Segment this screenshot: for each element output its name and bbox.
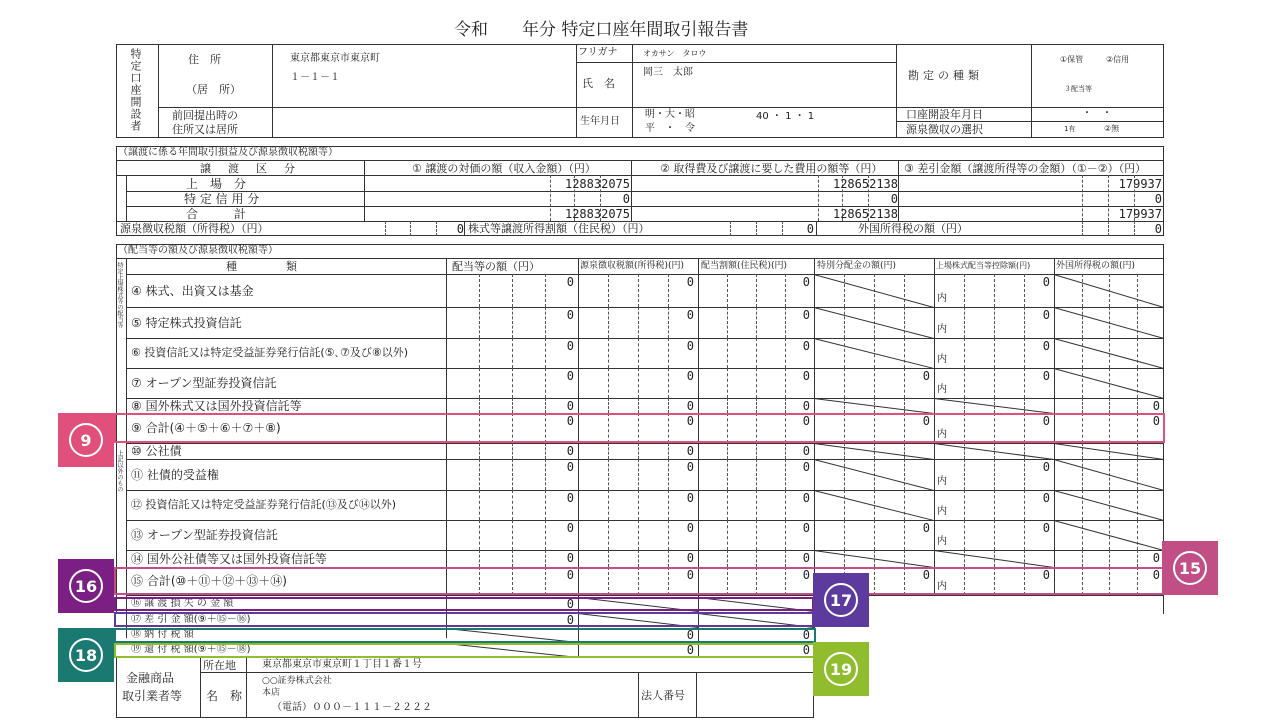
inner-marker: 内 [937, 354, 947, 365]
withholding-label: 源泉徴収の選択 [906, 123, 983, 136]
digit-separator [1082, 443, 1083, 459]
location-value: 東京都東京市東京町１丁目１番１号 [262, 659, 422, 670]
dividend-value: 0 [686, 399, 694, 413]
badge-9-label: 9 [69, 423, 103, 457]
dividend-value: 0 [566, 414, 574, 428]
badge-16-label: 16 [69, 569, 103, 603]
digit-separator [904, 398, 905, 413]
digit-separator [904, 274, 905, 307]
dividend-row-label: ⑦ オープン型証券投資信託 [131, 376, 277, 390]
dividend-row-label: ⑧ 国外株式又は国外投資信託等 [131, 399, 302, 413]
badge-15 [1162, 541, 1218, 595]
dividend-value: 0 [802, 551, 810, 565]
address-value-1: 東京都東京市東京町 [290, 53, 380, 64]
dividend-value: 0 [1152, 399, 1160, 413]
dividend-value: 0 [1042, 339, 1050, 353]
dividend-value: 0 [686, 308, 694, 322]
digit-separator [1024, 550, 1025, 567]
badge-19 [813, 642, 869, 696]
row-line [126, 307, 1164, 308]
highlight-row-15 [114, 567, 1165, 595]
dividend-value: 0 [1152, 414, 1160, 428]
dividend-value: 0 [566, 491, 574, 505]
dividend-value: 0 [802, 460, 810, 474]
digit-separator [904, 459, 905, 490]
transfer-col-3: ③ 差引金額（譲渡所得等の金額）（①－②）（円） [904, 162, 1147, 175]
dividend-value: 0 [922, 414, 930, 428]
header-block [116, 44, 1164, 138]
kanjo-option-1: ①保管 [1060, 55, 1084, 64]
corporate-number-label: 法人番号 [641, 689, 685, 702]
dividend-value: 0 [802, 308, 810, 322]
transfer-col-2: ② 取得費及び譲渡に要した費用の額等（円） [660, 162, 883, 175]
dividend-row-label: ④ 株式、出資又は基金 [131, 283, 254, 298]
inner-marker: 内 [937, 476, 947, 487]
digit-separator [1082, 520, 1083, 550]
furigana-value: オカサン タロウ [643, 49, 707, 58]
address-value-2: １－１－１ [290, 72, 340, 83]
dividend-value: 0 [686, 551, 694, 565]
dividend-value: 0 [566, 551, 574, 565]
dividend-value: 0 [686, 460, 694, 474]
digit-separator [964, 398, 965, 413]
dividend-side-label-2: 上記以外のもの [116, 450, 123, 492]
badge-18 [58, 628, 114, 682]
dividend-value: 0 [566, 369, 574, 383]
dividend-row-label: ⑭ 国外公社債等又は国外投資信託等 [131, 551, 327, 566]
inner-marker: 内 [937, 324, 947, 335]
prev-address-label-2: 住所又は居所 [172, 123, 238, 136]
digit-separator [904, 550, 905, 567]
dividend-row-label: ⑥ 投資信託又は特定受益証券発行信託(⑤､⑦及び⑧以外) [131, 346, 409, 359]
dividend-row-label: ⑮ 合計(⑩＋⑪＋⑫＋⑬＋⑭) [131, 574, 287, 588]
inner-marker: 内 [937, 506, 947, 517]
dividend-value: 0 [566, 444, 574, 458]
digit-separator [844, 443, 845, 459]
highlight-row-16 [114, 597, 814, 611]
row-line [126, 490, 1164, 491]
dividend-row-label: ⑫ 投資信託又は特定受益証券発行信託(⑬及び⑭以外) [131, 498, 397, 511]
dividend-value: 0 [686, 275, 694, 289]
badge-18-label: 18 [69, 638, 103, 672]
digit-separator [844, 490, 845, 520]
kanjo-option-2: ②信用 [1106, 55, 1130, 64]
birth-era-1: 明・大・昭 [645, 109, 695, 120]
open-date-label: 口座開設年月日 [906, 108, 983, 121]
dividend-value: 0 [566, 460, 574, 474]
transfer-row-label: 特 定 信 用 分 [184, 192, 260, 206]
summary-value: 0 [802, 628, 810, 642]
transfer-row-label: 上 場 分 [186, 177, 247, 191]
dividend-row-label: ⑪ 社債的受益権 [131, 467, 219, 482]
company-name-value-2: 本店 [262, 688, 281, 698]
transfer-row-v2: 128652138 [832, 177, 898, 191]
company-label-1: 金融商品 [126, 671, 175, 685]
highlight-row-18 [114, 628, 816, 643]
dividend-value: 0 [922, 369, 930, 383]
dividend-value: 0 [1042, 491, 1050, 505]
dividend-value: 0 [922, 521, 930, 535]
dividend-value: 0 [802, 399, 810, 413]
dividend-value: 0 [566, 308, 574, 322]
dividend-value: 0 [686, 444, 694, 458]
dividend-row-label: ⑨ 合計(④＋⑤＋⑥＋⑦＋⑧) [131, 421, 281, 435]
dividend-value: 0 [686, 369, 694, 383]
digit-separator [904, 307, 905, 338]
row-line [126, 368, 1164, 369]
digit-separator [1024, 443, 1025, 459]
dividend-col-1: 配当等の額（円） [452, 260, 540, 273]
name-label: 氏 名 [582, 77, 615, 90]
transfer-row-v2: 0 [890, 192, 898, 206]
summary-value: 0 [566, 597, 574, 611]
dividend-value: 0 [922, 568, 930, 582]
inner-marker: 内 [937, 536, 947, 547]
digit-separator [844, 307, 845, 338]
dividend-value: 0 [686, 521, 694, 535]
digit-separator [844, 550, 845, 567]
resident-tax-value: 0 [806, 222, 814, 236]
dividend-value: 0 [566, 275, 574, 289]
badge-19-label: 19 [824, 652, 858, 686]
dividend-value: 0 [1152, 551, 1160, 565]
badge-17-label: 17 [824, 583, 858, 617]
highlight-row-17 [114, 612, 814, 627]
digit-separator [844, 274, 845, 307]
withholding-option-1: 1有 [1064, 125, 1076, 133]
transfer-row-label: 合 計 [186, 207, 247, 221]
transfer-section-label: （譲渡に係る年間取引損益及び源泉徴収税額等） [118, 147, 338, 158]
dividend-value: 0 [802, 414, 810, 428]
row-line [126, 550, 1164, 551]
summary-value: 0 [566, 613, 574, 627]
summary-row-label: ⑱ 納 付 税 額 [131, 629, 194, 640]
row-line [126, 595, 1164, 596]
withholding-option-2: ②無 [1104, 124, 1120, 133]
dividend-col-5: 上場株式配当等控除額(円) [936, 261, 1031, 270]
digit-separator [1082, 274, 1083, 307]
withholding-tax-value: 0 [456, 222, 464, 236]
row-line [126, 520, 1164, 521]
foreign-tax-value: 0 [1154, 222, 1162, 236]
digit-separator [964, 550, 965, 567]
account-holder-vertical-label: 特定口座開設者 [129, 48, 142, 132]
dividend-col-2: 源泉徴収税額(所得税)(円) [580, 261, 685, 271]
badge-16 [58, 559, 114, 613]
digit-separator [1082, 338, 1083, 368]
dividend-row-label: ⑤ 特定株式投資信託 [131, 315, 242, 330]
badge-9 [58, 413, 114, 467]
highlight-row-9 [114, 413, 1165, 443]
dividend-side-label-1: 特定上場株式等の配当等 [116, 262, 123, 328]
foreign-tax-label: 外国所得税の額（円） [858, 222, 968, 235]
digit-separator [1137, 520, 1138, 550]
row-line [126, 443, 1164, 444]
dividend-value: 0 [802, 339, 810, 353]
dividend-value: 0 [686, 568, 694, 582]
transfer-row-v3: 179937 [1118, 207, 1162, 221]
row-line [126, 338, 1164, 339]
digit-separator [964, 443, 965, 459]
digit-separator [1137, 490, 1138, 520]
digit-separator [1024, 398, 1025, 413]
location-label: 所在地 [203, 659, 236, 672]
digit-separator [844, 398, 845, 413]
digit-separator [1137, 443, 1138, 459]
summary-row-label: ⑯ 譲 渡 損 失 の 金 額 [131, 598, 234, 609]
highlight-row-19 [114, 643, 816, 658]
prev-address-label-1: 前回提出時の [172, 109, 238, 122]
dividend-value: 0 [1042, 460, 1050, 474]
inner-marker: 内 [937, 293, 947, 304]
transfer-col-kubun: 譲 渡 区 分 [200, 162, 298, 175]
dividend-value: 0 [686, 339, 694, 353]
dividend-value: 0 [566, 568, 574, 582]
summary-value: 0 [802, 643, 810, 657]
row-line [126, 459, 1164, 460]
dividend-value: 0 [802, 369, 810, 383]
dividend-col-4: 特別分配金の額(円) [817, 261, 897, 271]
dividend-value: 0 [686, 414, 694, 428]
dividend-value: 0 [802, 275, 810, 289]
birth-label: 生年月日 [580, 116, 620, 127]
company-name-label: 名 称 [206, 689, 243, 703]
report-title: 令和 年分 特定口座年間取引報告書 [454, 20, 749, 40]
transfer-row-v3: 179937 [1118, 177, 1162, 191]
dividend-value: 0 [802, 444, 810, 458]
transfer-row-v1: 128832075 [564, 177, 630, 191]
summary-value: 0 [686, 643, 694, 657]
name-value: 岡三 太郎 [643, 67, 693, 78]
transfer-row-v3: 0 [1154, 192, 1162, 206]
dividend-value: 0 [802, 491, 810, 505]
dividend-row-label: ⑩ 公社債 [131, 444, 182, 458]
dividend-value: 0 [1042, 275, 1050, 289]
badge-15-label: 15 [1173, 551, 1207, 585]
birth-value: 40 ・ 1 ・ 1 [756, 111, 815, 122]
transfer-row-v1: 128832075 [564, 207, 630, 221]
transfer-row-v1: 0 [622, 192, 630, 206]
furigana-label: フリガナ [578, 47, 618, 58]
summary-row-label: ⑰ 差 引 金 額(⑨＋⑮－⑯) [131, 614, 251, 625]
dividend-value: 0 [1042, 414, 1050, 428]
digit-separator [1137, 368, 1138, 398]
digit-separator [1137, 459, 1138, 490]
digit-separator [1082, 307, 1083, 338]
dividend-value: 0 [1042, 521, 1050, 535]
address-label: 住 所 [188, 53, 221, 66]
withholding-tax-label: 源泉徴収税額（所得税）（円） [120, 222, 269, 235]
dividend-value: 0 [566, 339, 574, 353]
summary-row-label: ⑲ 還 付 税 額(⑨＋⑮－⑱) [131, 644, 251, 655]
dividend-value: 0 [686, 491, 694, 505]
inner-marker: 内 [937, 384, 947, 395]
dividend-col-6: 外国所得税の額(円) [1056, 261, 1136, 271]
digit-separator [844, 459, 845, 490]
dividend-row-label: ⑬ オープン型証券投資信託 [131, 528, 278, 542]
kanjo-option-3: ３配当等 [1064, 85, 1092, 93]
digit-separator [1082, 368, 1083, 398]
digit-separator [1137, 338, 1138, 368]
digit-separator [1137, 307, 1138, 338]
kanjo-label: 勘定の種類 [908, 69, 983, 82]
birth-era-2: 平 ・ 令 [645, 123, 695, 134]
dividend-value: 0 [1042, 369, 1050, 383]
dividend-value: 0 [802, 521, 810, 535]
resident-tax-label: 株式等譲渡所得割額（住民税）（円） [468, 222, 650, 235]
residence-label: （居 所） [186, 83, 241, 96]
dividend-value: 0 [566, 399, 574, 413]
dividend-section-label: （配当等の額及び源泉徴収税額等） [118, 245, 278, 256]
dividend-value: 0 [1152, 568, 1160, 582]
dividend-value: 0 [1042, 568, 1050, 582]
dividend-value: 0 [1042, 308, 1050, 322]
digit-separator [1137, 274, 1138, 307]
open-date-value: ・ ・ [1082, 108, 1112, 119]
digit-separator [844, 338, 845, 368]
dividend-value: 0 [802, 568, 810, 582]
inner-marker: 内 [937, 581, 947, 592]
dividend-value: 0 [566, 521, 574, 535]
digit-separator [1082, 490, 1083, 520]
company-phone: （電話）０００－１１１－２２２２ [272, 702, 432, 713]
digit-separator [1082, 459, 1083, 490]
transfer-row-v2: 128652138 [832, 207, 898, 221]
company-label-2: 取引業者等 [122, 689, 183, 703]
digit-separator [904, 338, 905, 368]
dividend-col-kind: 種 類 [226, 260, 301, 273]
badge-17 [813, 573, 869, 627]
inner-marker: 内 [937, 429, 947, 440]
digit-separator [904, 490, 905, 520]
transfer-col-1: ① 譲渡の対価の額（収入金額）（円） [412, 162, 596, 175]
dividend-col-3: 配当割額(住民税)(円) [701, 261, 788, 271]
summary-value: 0 [686, 628, 694, 642]
digit-separator [904, 443, 905, 459]
company-name-value-1: ○○証券株式会社 [262, 676, 332, 686]
